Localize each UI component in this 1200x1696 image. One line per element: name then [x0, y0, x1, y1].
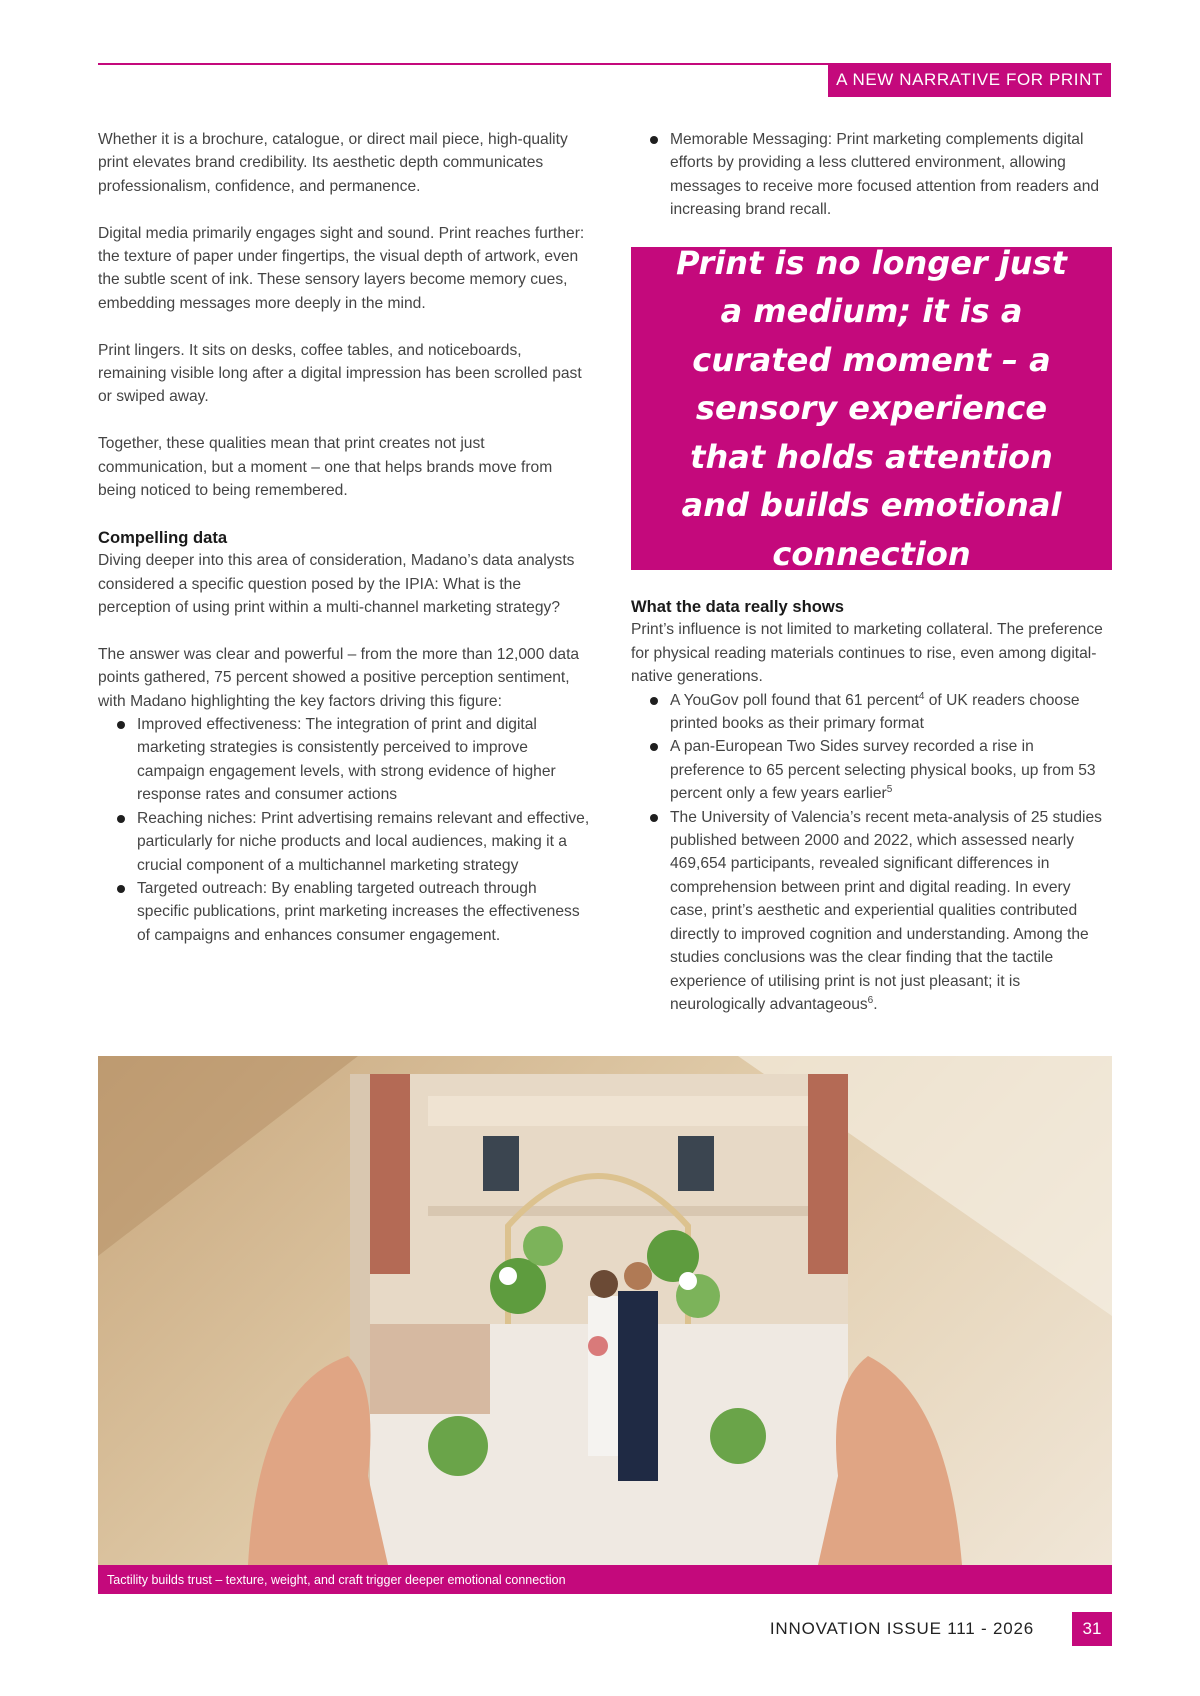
list-item-text: The University of Valencia’s recent meta-analysis of 25 studies published between 2000 and 2022, which assessed nearly 469,654 participants, revealed significant differences in comprehension between print and digital reading. In every case, print’s aesthetic and experiential qualities contributed directly to improved cognition and understanding. Among the studies conclusions was the clear finding that the tactile experience of utilising print is not just pleasant; it is neurologically advantageous — [670, 808, 1102, 1013]
pull-quote: Print is no longer just a medium; it is a curated moment – a sensory experience that holds attention and builds emotional connection — [676, 243, 1067, 573]
bullet-icon — [650, 697, 658, 705]
body-paragraph: The answer was clear and powerful – from the more than 12,000 data points gathered, 75 percent showed a positive perception sentiment, with Madano highlighting the key factors driving this figure: — [98, 645, 580, 710]
list-item-text: A pan-European Two Sides survey recorded a rise in preference to 65 percent selecting physical books, up from 53 percent only a few years earlier — [670, 738, 1096, 803]
list-item-text: Improved effectiveness: The integration of print and digital marketing strategies is consistently perceived to improve campaign engagement levels, with strong evidence of higher response rates and consumer actions — [137, 716, 556, 804]
hands-holding-photo-image — [98, 1056, 1112, 1565]
list-item — [670, 128, 1111, 222]
factors-list — [98, 713, 590, 947]
list-item — [137, 877, 590, 947]
footnote-ref: 5 — [886, 784, 893, 796]
page-number: 31 — [1072, 1612, 1112, 1646]
body-paragraph: Print’s influence is not limited to marketing collateral. The preference for physical reading materials continues to rise, even among digital-native generations. — [631, 621, 1103, 686]
list-item-text: of UK readers choose printed books as their primary format — [670, 691, 1080, 733]
figure-caption: Tactility builds trust – texture, weight, and craft trigger deeper emotional connection — [98, 1565, 1112, 1594]
list-item-text: Targeted outreach: By enabling targeted outreach through specific publications, print marketing increases the effectiveness of campaigns and enhances consumer engagement. — [137, 879, 580, 944]
messaging-list — [631, 128, 1111, 222]
pull-quote-box — [631, 243, 1112, 573]
bullet-icon — [117, 721, 125, 729]
list-item-text: A YouGov poll found that 61 percent — [670, 691, 919, 709]
left-column — [98, 128, 590, 947]
body-paragraph: Print lingers. It sits on desks, coffee tables, and noticeboards, remaining visible long after a digital impression has been scrolled past or swiped away. — [98, 341, 582, 406]
body-paragraph: Whether it is a brochure, catalogue, or direct mail piece, high-quality print elevates brand credibility. Its aesthetic depth communicates professionalism, confidence, and permanence. — [98, 131, 568, 195]
bullet-icon — [650, 136, 658, 144]
body-paragraph: Together, these qualities mean that print creates not just communication, but a moment – one that helps brands move from being noticed to being remembered. — [98, 435, 553, 500]
list-item-text: Memorable Messaging: Print marketing complements digital efforts by providing a less cluttered environment, allowing messages to receive more focused attention from readers and increasing brand recall. — [670, 131, 1100, 219]
right-column — [631, 595, 1111, 1016]
footnote-ref: 4 — [918, 690, 925, 702]
bullet-icon — [117, 815, 125, 823]
bullet-icon — [650, 743, 658, 751]
right-column-top — [631, 128, 1111, 222]
bullet-icon — [650, 814, 658, 822]
photo-illustration — [98, 1056, 1112, 1565]
footnote-ref: 6 — [867, 994, 874, 1006]
list-item — [670, 806, 1111, 1017]
list-item — [670, 735, 1111, 805]
body-paragraph: Diving deeper into this area of consideration, Madano’s data analysts considered a specific question posed by the IPIA: What is the perception of using print within a multi-channel marketing strategy? — [98, 552, 575, 617]
data-list — [631, 689, 1111, 1017]
data-heading: What the data really shows — [631, 597, 845, 616]
list-item — [137, 713, 590, 807]
list-item-text: Reaching niches: Print advertising remains relevant and effective, particularly for niche products and local audiences, making it a crucial component of a multichannel marketing strategy — [137, 809, 590, 874]
list-item — [137, 807, 590, 877]
body-paragraph: Digital media primarily engages sight and sound. Print reaches further: the texture of paper under fingertips, the visual depth of artwork, even the subtle scent of ink. These sensory layers become memory cues, embedding messages more deeply in the mind. — [98, 224, 585, 312]
bullet-icon — [117, 885, 125, 893]
section-tag: A NEW NARRATIVE FOR PRINT — [828, 63, 1111, 97]
list-item-text: . — [873, 995, 878, 1013]
footer-issue: INNOVATION ISSUE 111 - 2026 — [769, 1619, 1034, 1638]
compelling-data-heading: Compelling data — [98, 527, 228, 547]
list-item — [670, 689, 1111, 736]
